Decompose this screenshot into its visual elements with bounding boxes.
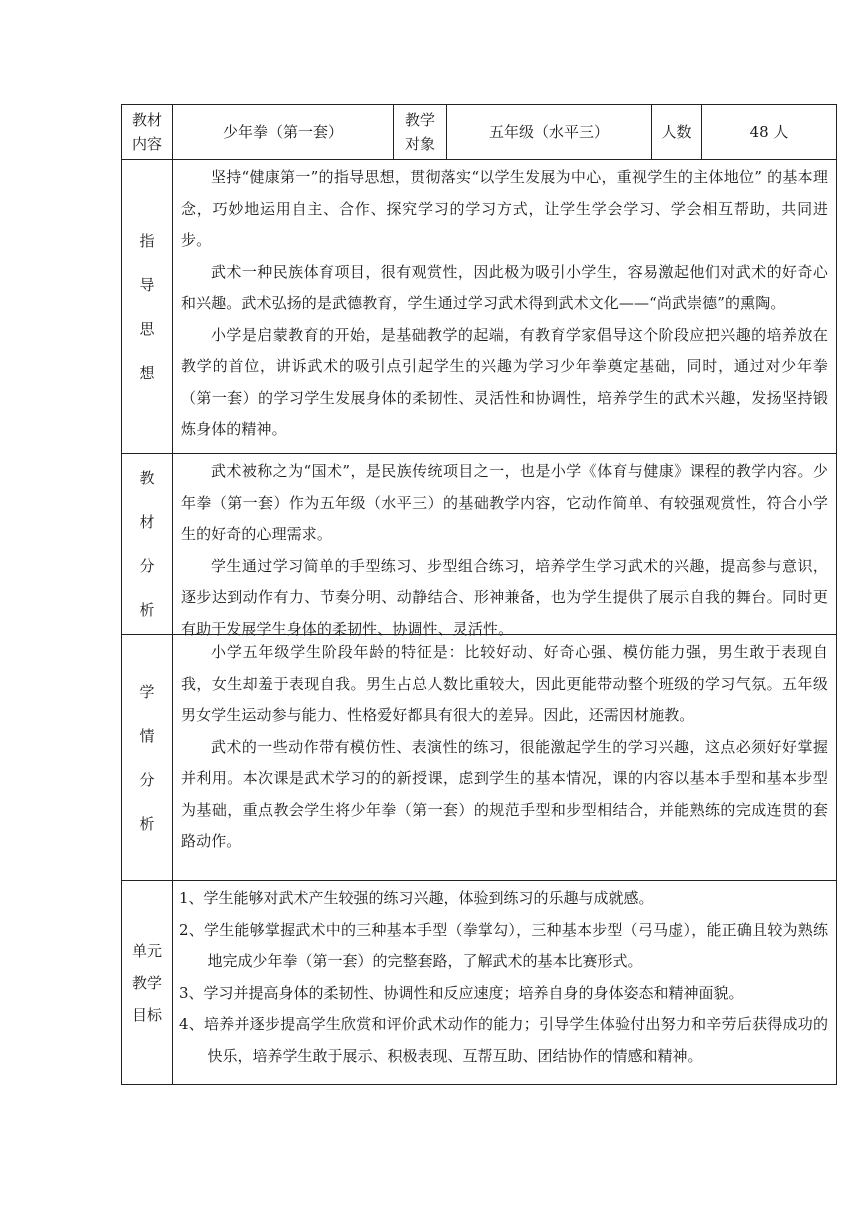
guiding-label-char: 想	[139, 363, 155, 382]
material-label-char: 教	[139, 469, 155, 487]
students-body-cell	[173, 635, 836, 880]
students-paragraph: 小学五年级学生阶段年龄的特征是：比较好动、好奇心强、模仿能力强，男生敢于表现自我，女生却羞于表现自我。男生占总人数比重较大，因此更能带动整个班级的学习气氛。五年级男女学生运动参与能力、性格爱好都具有很大的差异。因此，还需因材施教。	[181, 643, 828, 724]
material-label-char: 材	[139, 513, 155, 531]
guiding-label-cell	[122, 160, 172, 453]
goals-label-cell	[122, 881, 172, 1084]
students-label-char: 析	[139, 814, 155, 833]
guiding-body-cell	[173, 160, 836, 453]
material-label-char: 分	[139, 557, 155, 575]
students-label-char: 学	[139, 682, 155, 701]
material-label-char: 析	[139, 601, 155, 619]
guiding-paragraph: 坚持“健康第一”的指导思想，贯彻落实“以学生发展为中心，重视学生的主体地位” 的基本理念，巧妙地运用自主、合作、探究学习的学习方式，让学生学会学习、学会相互帮助，共同进步。	[181, 168, 828, 249]
count-label: 人数	[661, 123, 692, 141]
goal-item: 2、学生能够掌握武术中的三种基本手型（拳掌勾），三种基本步型（弓马虚），能正确且较为熟练地完成少年拳（第一套）的完整套路，了解武术的基本比赛形式。	[179, 920, 828, 970]
material-label-cell	[122, 454, 172, 634]
goals-label-line: 单元	[131, 941, 162, 960]
goals-label-line: 教学	[131, 973, 162, 992]
table-border-bottom	[121, 1084, 837, 1085]
target-value: 五年级（水平三）	[488, 123, 609, 141]
goals-label-line: 目标	[131, 1005, 162, 1024]
goals-body-cell	[173, 881, 836, 1084]
guiding-paragraph: 武术一种民族体育项目，很有观赏性，因此极为吸引小学生，容易激起他们对武术的好奇心和兴趣。武术弘扬的是武德教育，学生通过学习武术得到武术文化——“尚武崇德”的熏陶。	[181, 262, 828, 312]
guiding-label-char: 思	[139, 319, 155, 338]
table-border-right	[836, 104, 837, 1085]
material-paragraph: 学生通过学习简单的手型练习、步型组合练习，培养学生学习武术的兴趣，提高参与意识，逐步达到动作有力、节奏分明、动静结合、形神兼备，也为学生提供了展示自我的舞台。同时更有助于发展学生身体的柔韧性、协调性、灵活性。	[181, 556, 828, 638]
guiding-label-char: 指	[139, 231, 155, 250]
target-value-cell	[447, 105, 651, 159]
content-label-cell	[122, 105, 172, 159]
goal-item: 1、学生能够对武术产生较强的练习兴趣，体验到练习的乐趣与成就感。	[179, 889, 654, 907]
content-label-line2: 内容	[131, 135, 162, 153]
students-paragraph: 武术的一些动作带有模仿性、表演性的练习，很能激起学生的学习兴趣，这点必须好好掌握并利用。本次课是武术学习的的新授课，虑到学生的基本情况，课的内容以基本手型和基本步型为基础，重点教会学生将少年拳（第一套）的规范手型和步型相结合，并能熟练的完成连贯的套路动作。	[181, 737, 828, 850]
content-value: 少年拳（第一套）	[222, 123, 343, 141]
content-value-cell	[173, 105, 393, 159]
target-label-line2: 对象	[404, 135, 435, 153]
lesson-plan-table	[121, 104, 837, 1085]
students-label-char: 分	[139, 770, 155, 789]
goal-item: 4、培养并逐步提高学生欣赏和评价武术动作的能力；引导学生体验付出努力和辛劳后获得成功的快乐，培养学生敢于展示、积极表现、互帮互助、团结协作的情感和精神。	[179, 1015, 828, 1065]
target-label-cell	[394, 105, 446, 159]
count-label-cell	[652, 105, 701, 159]
count-value: 48 人	[749, 123, 789, 141]
content-label-line1: 教材	[131, 111, 162, 129]
material-paragraph: 武术被称之为“国术”，是民族传统项目之一，也是小学《体育与健康》课程的教学内容。少年拳（第一套）作为五年级（水平三）的基础教学内容，它动作简单、有较强观赏性，符合小学生的好奇的心理需求。	[181, 462, 828, 543]
students-label-char: 情	[139, 726, 155, 745]
guiding-paragraph: 小学是启蒙教育的开始，是基础教学的起端，有教育学家倡导这个阶段应把兴趣的培养放在教学的首位，讲诉武术的吸引点引起学生的兴趣为学习少年拳奠定基础，同时，通过对少年拳（第一套）的学习学生发展身体的柔韧性、灵活性和协调性，培养学生的武术兴趣，发扬坚持锻炼身体的精神。	[181, 325, 828, 438]
count-value-cell	[702, 105, 836, 159]
students-label-cell	[122, 635, 172, 880]
guiding-label-char: 导	[139, 275, 155, 294]
target-label-line1: 教学	[404, 111, 435, 129]
material-body-cell	[173, 454, 836, 638]
goal-item: 3、学习并提高身体的柔韧性、协调性和反应速度；培养自身的身体姿态和精神面貌。	[179, 983, 744, 1002]
